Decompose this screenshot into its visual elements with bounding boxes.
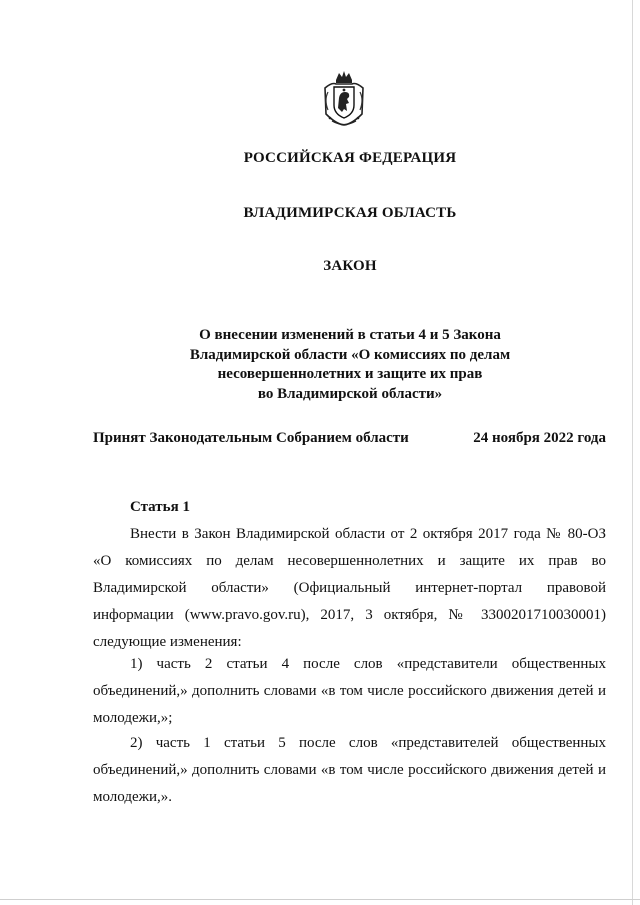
law-title xyxy=(0,326,640,404)
scan-edge-line xyxy=(0,899,640,900)
adopting-body: Принят Законодательным Собранием области xyxy=(93,430,409,446)
law-title-line: Владимирской области «О комиссиях по делам xyxy=(189,346,511,363)
adoption-date: 24 ноября 2022 года xyxy=(473,430,606,446)
region-heading: ВЛАДИМИРСКАЯ ОБЛАСТЬ xyxy=(243,205,457,221)
article-intro-paragraph: Внести в Закон Владимирской области от 2 октября 2017 года № 80-ОЗ «О комиссиях по делам несовершеннолетних и защите их прав во Владимирской области» (Официальный интернет-портал правовой информации (www.pravo.gov.ru), 2017, 3 октября, № 3300201710030001) следующие изменения: xyxy=(93,526,606,650)
scan-edge-line xyxy=(632,0,633,905)
amendment-item: 2) часть 1 статьи 5 после слов «представителей общественных объединений,» дополнить словами «в том числе российского движения детей и молодежи,». xyxy=(93,735,606,805)
coat-of-arms-emblem xyxy=(322,70,366,126)
amendment-item: 1) часть 2 статьи 4 после слов «представители общественных объединений,» дополнить словами «в том числе российского движения детей и молодежи,»; xyxy=(93,656,606,726)
country-heading: РОССИЙСКАЯ ФЕДЕРАЦИЯ xyxy=(243,150,457,166)
law-title-line: несовершеннолетних и защите их прав xyxy=(217,366,483,382)
law-title-line: во Владимирской области» xyxy=(257,385,443,402)
document-type-heading: ЗАКОН xyxy=(323,258,377,274)
law-title-line: О внесении изменений в статьи 4 и 5 Закона xyxy=(199,327,501,343)
article-title: Статья 1 xyxy=(130,499,190,515)
